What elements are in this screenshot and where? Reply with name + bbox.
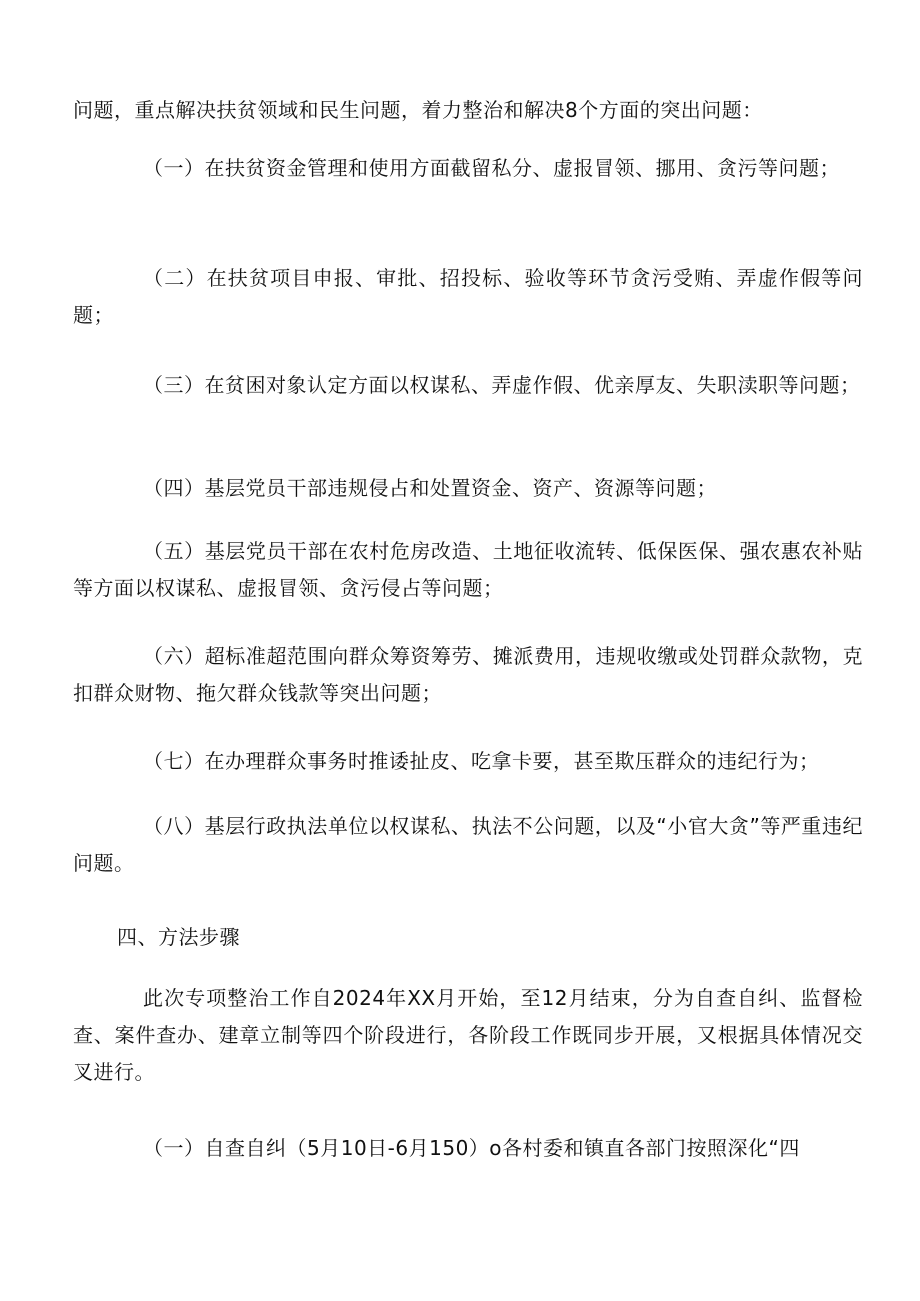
paragraph-intro-continued: 问题，重点解决扶贫领域和民生问题，着力整治和解决8个方面的突出问题： [73, 98, 763, 122]
paragraph-item-2: （二）在扶贫项目申报、审批、招投标、验收等环节贪污受贿、弄虚作假等问题； [73, 266, 863, 327]
paragraph-item-6: （六）超标准超范围向群众筹资筹劳、摊派费用，违规收缴或处罚群众款物，克扣群众财物、拖欠群众钱款等突出问题； [73, 644, 863, 705]
paragraph-step-1: （一）自查自纠（5月10日-6月150）o各村委和镇直各部门按照深化“四 [143, 1136, 800, 1160]
paragraph-item-7: （七）在办理群众事务时推诿扯皮、吃拿卡要，甚至欺压群众的违纪行为； [143, 749, 820, 773]
paragraph-methods-intro: 此次专项整治工作自2024年XX月开始，至12月结束，分为自查自纠、监督检查、案件查办、建章立制等四个阶段进行，各阶段工作既同步开展，又根据具体情况交叉进行。 [73, 986, 863, 1084]
paragraph-item-8: （八）基层行政执法单位以权谋私、执法不公问题，以及“小官大贪”等严重违纪问题。 [73, 814, 863, 875]
section-heading-methods: 四、方法步骤 [117, 925, 240, 949]
paragraph-item-4: （四）基层党员干部违规侵占和处置资金、资产、资源等问题； [143, 476, 717, 500]
paragraph-item-1: （一）在扶贫资金管理和使用方面截留私分、虚报冒领、挪用、贪污等问题； [143, 156, 840, 180]
paragraph-item-5: （五）基层党员干部在农村危房改造、土地征收流转、低保医保、强农惠农补贴等方面以权谋私、虚报冒领、贪污侵占等问题； [73, 539, 863, 600]
paragraph-item-3: （三）在贫困对象认定方面以权谋私、弄虚作假、优亲厚友、失职渎职等问题； [143, 373, 861, 397]
